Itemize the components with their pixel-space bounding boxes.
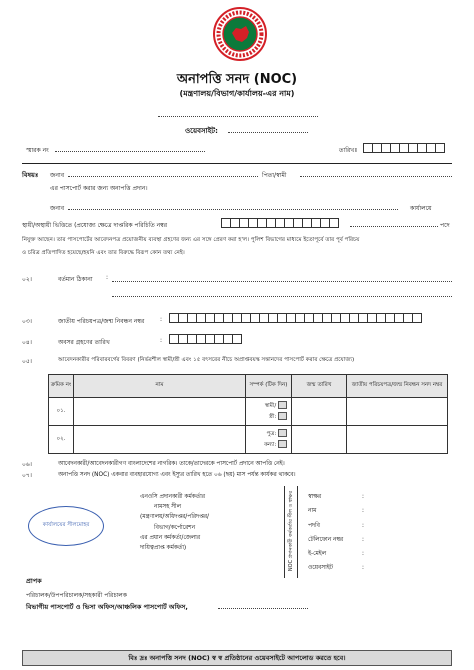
- seal-icon: [212, 6, 268, 62]
- address-line-1: [112, 281, 452, 282]
- recipient-office-line: [218, 608, 308, 609]
- table-row: [49, 426, 448, 454]
- table-row: [49, 398, 448, 426]
- body-office-suffix: কার্যালয়ে: [410, 205, 432, 212]
- body-line3: নিযুক্ত আছেন। তার পাসপোর্টের আবেদনপত্র প্রয়োজনীয় ব্যবস্থা গ্রহণের জন্য এর সঙ্গে প্রেরণ করা হ'ল। পুলিশ বিভাগের মাধ্যমে ইতোপূর্বে তার পূর্ব পরিচয়: [22, 237, 360, 243]
- family-table: [48, 374, 448, 454]
- col-serial: ক্রমিক নং: [49, 375, 74, 398]
- memo-label: স্মারক নং: [26, 147, 49, 154]
- recipient-line2: বিভাগীয় পাসপোর্ট ও ভিসা অফিস/আঞ্চলিক পাসপোর্ট অফিস,: [26, 603, 188, 611]
- field-04-label: অবসর গ্রহণের তারিখ: [58, 339, 110, 346]
- subject-janab: জনাব: [50, 172, 65, 179]
- body-pos-label: পদে: [440, 222, 450, 229]
- address-line-2: [112, 296, 452, 297]
- stamp-text: কার্যালয়ের সীলমোহর: [42, 522, 90, 528]
- family-intro: আবেদনকারীর পরিবারবর্গের বিবরণ (নির্ভরশীল স্বামী/স্ত্রী এবং ১৫ বৎসরের নীচে অপ্রাপ্তবয়স্ক সন্তানদের পাসপোর্ট করার ক্ষেত্রে প্রযোজ্য): [58, 357, 355, 363]
- footer-note: [22, 650, 452, 666]
- field-02-label: বর্তমান ঠিকানা: [58, 276, 93, 283]
- row-2-serial: ০২.: [49, 426, 74, 454]
- page-title: অনাপত্তি সনদ (NOC): [176, 72, 298, 87]
- memo-line: [55, 151, 205, 152]
- checkbox-son[interactable]: [278, 429, 287, 437]
- field-03-label: জাতীয় পরিচয়পত্র/জন্ম নিবন্ধন নম্বর: [58, 318, 145, 325]
- footer-text: বিঃ দ্রঃ অনাপত্তি সনদ (NOC) স্ব স্ব প্রতিষ্ঠানের ওয়েবসাইটে আপলোড করতে হবে।: [128, 653, 346, 662]
- body-line2: স্থায়ী/অস্থায়ী ভিত্তিতে (প্রযোজ্য ক্ষেত্রে দাপ্তরিক পরিচিতি নম্বর: [22, 222, 168, 229]
- office-name-line: [158, 116, 318, 117]
- col-name: নাম: [74, 375, 246, 398]
- pos-line: [350, 226, 438, 227]
- row-1-relation: স্বামী/ স্ত্রী:: [246, 398, 292, 426]
- subject-name-line: [68, 176, 258, 177]
- retirement-date-boxes: [170, 334, 242, 344]
- website-line: [228, 132, 308, 133]
- note-06-text: আবেদনকারী/আবেদনকারীগণ বাংলাদেশের নাগরিক। তাকে/তাদেরকে পাসপোর্ট প্রদানে আপত্তি নেই।: [58, 461, 285, 467]
- row-1-birth-date: [292, 398, 347, 426]
- col-birth-date: জন্ম তারিখ: [292, 375, 347, 398]
- subject-father-line: [300, 176, 452, 177]
- page-subtitle: (মন্ত্রণালয়/বিভাগ/কার্যালয়-এর নাম): [179, 89, 295, 98]
- checkbox-husband-wife-2[interactable]: [278, 412, 287, 420]
- government-seal: [212, 6, 268, 62]
- field-04-colon: :: [160, 337, 163, 344]
- row-1-serial: ০১.: [49, 398, 74, 426]
- row-2-name: [74, 426, 246, 454]
- body-janab: জনাব: [50, 205, 65, 212]
- note-06-num: ০৬।: [22, 461, 32, 468]
- official-id-boxes: [222, 218, 339, 228]
- field-03-colon: :: [160, 316, 163, 323]
- body-line4: ও চরিত্র প্রতিপাদিত হয়েছে/হয়নি এবং তার বিরুদ্ধে বিরূপ কোন তথ্য নেই।: [22, 250, 185, 256]
- subject-line2: এর পাসপোর্ট করার জন্য অনাপত্তি প্রদান।: [50, 185, 148, 192]
- row-1-name: [74, 398, 246, 426]
- subject-father-label: পিতা/স্বামী: [262, 172, 287, 179]
- field-02-num: ০২।: [22, 276, 32, 283]
- row-2-relation: পুত্র: কন্যা:: [246, 426, 292, 454]
- col-nid: জাতীয় পরিচয়পত্র/জন্ম নিবন্ধন সনদ নম্বর: [347, 375, 448, 398]
- row-1-nid: [347, 398, 448, 426]
- date-label: তারিখঃ: [339, 147, 358, 154]
- date-boxes: [364, 143, 445, 153]
- separator: [22, 163, 452, 164]
- office-stamp: [28, 506, 104, 546]
- recipient-line1: পরিচালক/উপপরিচালক/সহকারী পরিচালক: [26, 592, 127, 599]
- website-row: [185, 125, 218, 137]
- website-label: ওয়েবসাইট:: [185, 127, 218, 135]
- signatory-left: এনওসি প্রদানকারী কর্মকর্তার নামসহ সীল (মন্ত্রণালয়/অধিদপ্তর/পরিদপ্তর/ বিভাগ/কর্পোরেশন এর প্রধান কর্মকর্তা/জেলার দায়িত্বপ্রাপ্ত কর্মকর্তা): [140, 494, 209, 552]
- signatory-vertical-text: NOC প্রদানকারী কর্মকর্তার সীল ও স্বাক্ষর: [288, 490, 294, 572]
- field-03-num: ০৩।: [22, 318, 32, 325]
- checkbox-husband-wife-1[interactable]: [278, 401, 287, 409]
- nid-boxes: [170, 313, 422, 323]
- row-2-birth-date: [292, 426, 347, 454]
- field-04-num: ০৪।: [22, 339, 32, 346]
- row-2-nid: [347, 426, 448, 454]
- col-relation: সম্পর্ক (টিক দিন): [246, 375, 292, 398]
- note-07-text: অনাপত্তি সনদ (NOC) একবার ব্যবহারযোগ্য এবং ইস্যুর তারিখ হতে ০৬ (ছয়) মাস পর্যন্ত কার্যকর থাকবে।: [58, 472, 296, 478]
- family-num: ০৫।: [22, 358, 32, 365]
- subject-label: বিষয়ঃ: [22, 171, 39, 179]
- body-name-line: [68, 209, 398, 210]
- signatory-vertical-box: [284, 486, 298, 578]
- recipient-label: প্রাপক: [26, 577, 42, 585]
- note-07-num: ০৭।: [22, 472, 32, 479]
- field-02-colon: :: [106, 274, 109, 281]
- checkbox-daughter[interactable]: [278, 440, 287, 448]
- signatory-right: স্বাক্ষর : নাম : পদবি : টেলিফোন নম্বর : ই-মেইল : ওয়েবসাইট :: [308, 494, 364, 572]
